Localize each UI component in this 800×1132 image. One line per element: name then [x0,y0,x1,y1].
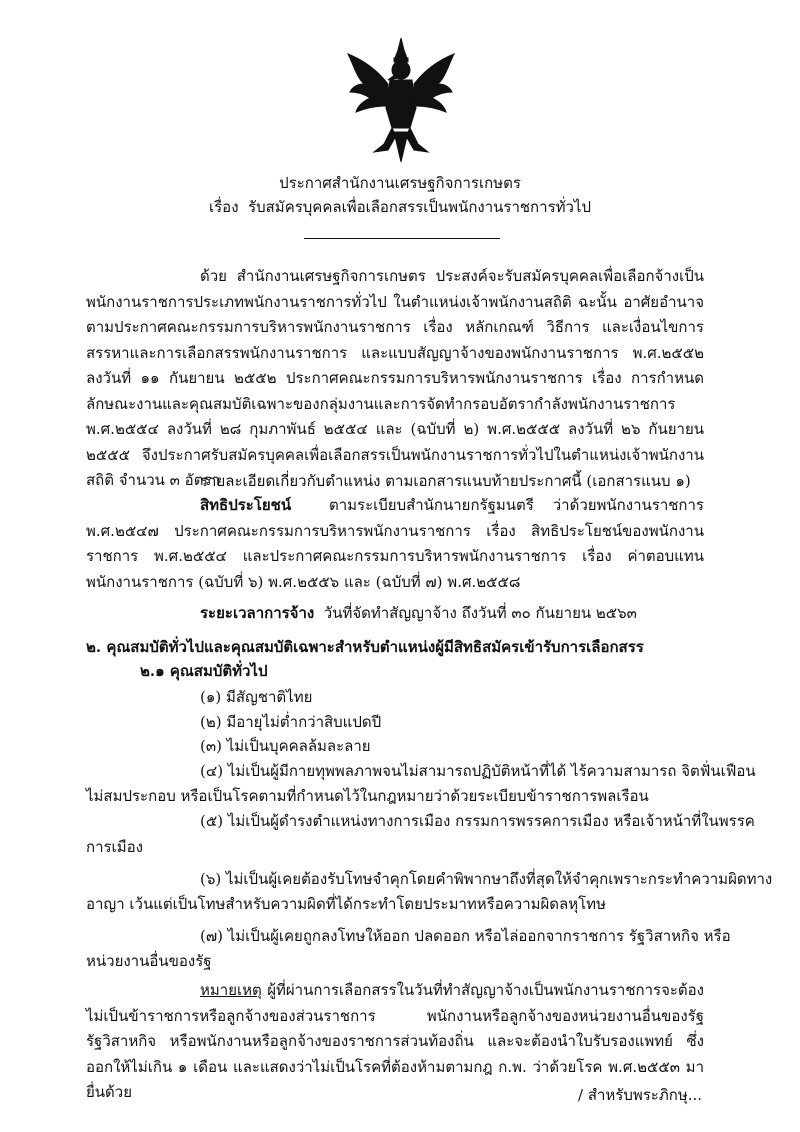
section2-heading: ๒. คุณสมบัติทั่วไปและคุณสมบัติเฉพาะสำหรับตำแหน่งผู้มีสิทธิสมัครเข้ารับการเลือกสรร [86,638,644,656]
list-item: (๑) มีสัญชาติไทย [200,688,313,706]
list-item-continuation: ไม่สมประกอบ หรือเป็นโรคตามที่กำหนดไว้ในกฎหมายว่าด้วยระเบียบข้าราชการพลเรือน [86,787,649,805]
list-item: (๗) ไม่เป็นผู้เคยถูกลงโทษให้ออก ปลดออก หรือไล่ออกจากราชการ รัฐวิสาหกิจ หรือ [200,927,731,945]
list-item-continuation: อาญา เว้นแต่เป็นโทษสำหรับความผิดที่ได้กระทำโดยประมาทหรือความผิดลหุโทษ [86,895,606,913]
list-item: (๕) ไม่เป็นผู้ดำรงตำแหน่งทางการเมือง กรรมการพรรคการเมือง หรือเจ้าหน้าที่ในพรรค [200,812,755,830]
details-line: รายละเอียดเกี่ยวกับตำแหน่ง ตามเอกสารแนบท้ายประกาศนี้ (เอกสารแนบ ๑) [200,472,691,490]
list-item: (๖) ไม่เป็นผู้เคยต้องรับโทษจำคุกโดยคำพิพากษาถึงที่สุดให้จำคุกเพราะกระทำความผิดทาง [200,870,773,888]
continued-marker: / สำหรับพระภิกษุ... [578,1086,703,1104]
term-label: ระยะเวลาการจ้าง [200,604,315,622]
list-item-continuation: การเมือง [86,838,143,856]
title-divider [304,238,500,239]
benefits-text: ตามระเบียบสำนักนายกรัฐมนตรี ว่าด้วยพนักงานราชการ พ.ศ.๒๕๔๗ ประกาศคณะกรรมการบริหารพนักงานราชการ เรื่อง สิทธิประโยชน์ของพนักงานราชการ พ.ศ.๒๕๕๔ และประกาศคณะกรรมการบริหารพนักงานราชการ เรื่อง ค่าตอบแทนพนักงานราชการ (ฉบับที่ ๖) พ.ศ.๒๕๕๖ และ (ฉบับที่ ๗) พ.ศ.๒๕๕๘ [86,496,704,591]
subject-text: รับสมัครบุคคลเพื่อเลือกสรรเป็นพนักงานราชการทั่วไป [248,198,591,216]
announcement-subject [0,196,800,218]
term-text: วันที่จัดทำสัญญาจ้าง ถึงวันที่ ๓๐ กันยายน ๒๕๖๓ [323,604,637,622]
benefits-label: สิทธิประโยชน์ [200,496,292,514]
benefits-paragraph [86,493,704,595]
announcement-title: ประกาศสำนักงานเศรษฐกิจการเกษตร [279,174,521,192]
note-label: หมายเหตุ [200,981,262,999]
subject-prefix: เรื่อง [209,198,239,216]
list-item: (๔) ไม่เป็นผู้มีกายทุพพลภาพจนไม่สามารถปฏิบัติหน้าที่ได้ ไร้ความสามารถ จิตฟั่นเฟือน [200,762,756,780]
list-item: (๒) มีอายุไม่ต่ำกว่าสิบแปดปี [200,713,382,731]
list-item-continuation: หน่วยงานอื่นของรัฐ [86,952,212,970]
section2-subheading: ๒.๑ คุณสมบัติทั่วไป [140,662,268,680]
note-text: ผู้ที่ผ่านการเลือกสรรในวันที่ทำสัญญาจ้างเป็นพนักงานราชการจะต้องไม่เป็นข้าราชการหรือลูกจ้างของส่วนราชการ พนักงานหรือลูกจ้างของหน่วยงานอื่นของรัฐ รัฐวิสาหกิจ หรือพนักงานหรือลูกจ้างของราชการส่วนท้องถิ่น และจะต้องนำใบรับรองแพทย์ ซึ่งออกให้ไม่เกิน ๑ เดือน และแสดงว่าไม่เป็นโรคที่ต้องห้ามตามกฎ ก.พ. ว่าด้วยโรค พ.ศ.๒๕๕๓ มายื่นด้วย [86,981,704,1101]
garuda-emblem-icon [344,36,458,164]
list-item: (๓) ไม่เป็นบุคคลล้มละลาย [200,737,371,755]
intro-paragraph: ด้วย สำนักงานเศรษฐกิจการเกษตร ประสงค์จะรับสมัครบุคคลเพื่อเลือกจ้างเป็นพนักงานราชการประเภทพนักงานราชการทั่วไป ในตำแหน่งเจ้าพนักงานสถิติ ฉะนั้น อาศัยอำนาจตามประกาศคณะกรรมการบริหารพนักงานราชการ เรื่อง หลักเกณฑ์ วิธีการ และเงื่อนไขการสรรหาและการเลือกสรรพนักงานราชการ และแบบสัญญาจ้างของพนักงานราชการ พ.ศ.๒๕๕๒ ลงวันที่ ๑๑ กันยายน ๒๕๕๒ ประกาศคณะกรรมการบริหารพนักงานราชการ เรื่อง การกำหนดลักษณะงานและคุณสมบัติเฉพาะของกลุ่มงานและการจัดทำกรอบอัตรากำลังพนักงานราชการ พ.ศ.๒๕๕๔ ลงวันที่ ๒๘ กุมภาพันธ์ ๒๕๕๔ และ (ฉบับที่ ๒) พ.ศ.๒๕๕๕ ลงวันที่ ๒๖ กันยายน ๒๕๕๕ จึงประกาศรับสมัครบุคคลเพื่อเลือกสรรเป็นพนักงานราชการทั่วไปในตำแหน่งเจ้าพนักงานสถิติ จำนวน ๓ อัตรา [86,267,704,489]
term-line [200,602,637,624]
